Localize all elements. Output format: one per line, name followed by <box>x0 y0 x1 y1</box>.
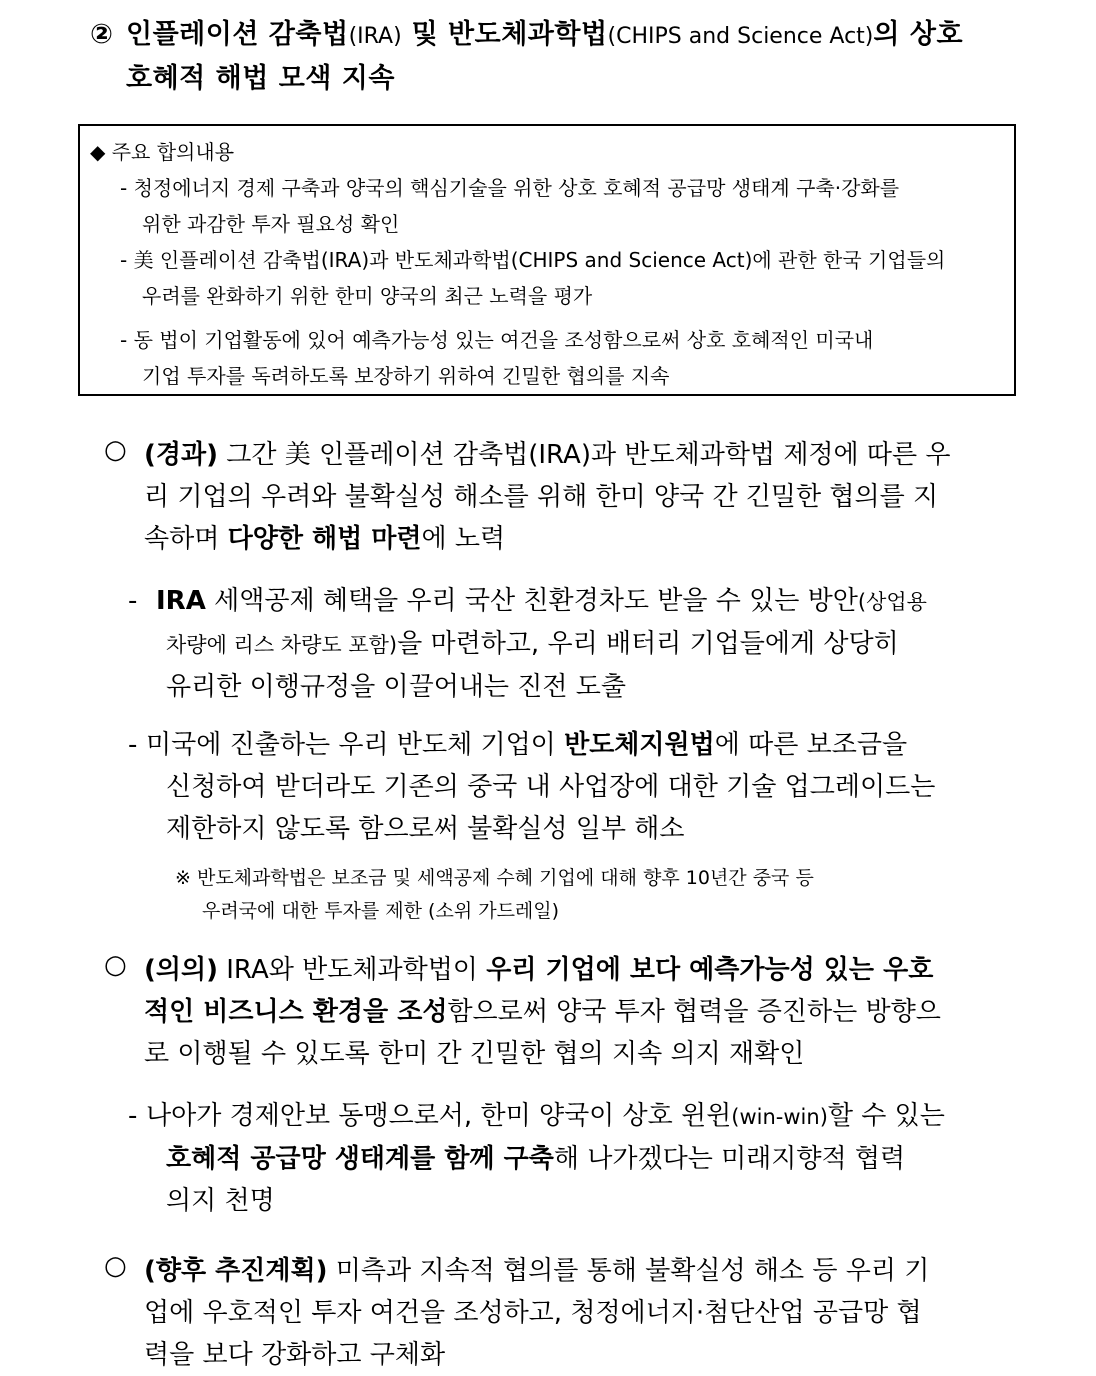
heading-number: ② <box>90 19 114 50</box>
dash-marker: - <box>128 730 138 760</box>
section-heading <box>90 14 1030 100</box>
box-item: - 동 법이 기업활동에 있어 예측가능성 있는 여건을 조성함으로써 상호 호혜적인 미국내 기업 투자를 독려하도록 보장하기 위하여 긴밀한 협의를 지속 <box>120 328 874 388</box>
bullet-circle: ○ <box>104 435 127 465</box>
bullet-circle: ○ <box>104 950 127 980</box>
box-item: - 美 인플레이션 감축법(IRA)과 반도체과학법(CHIPS and Science Act)에 관한 한국 기업들의 우려를 완화하기 위한 한미 양국의 최근 노력을 평가 <box>120 248 946 308</box>
significance-label: (의의) <box>144 955 218 985</box>
footnote: ※ 반도체과학법은 보조금 및 세액공제 수혜 기업에 대해 향후 10년간 중국 등 우려국에 대한 투자를 제한 (소위 가드레일) <box>175 867 814 922</box>
progress-paragraph: (경과) 그간 美 인플레이션 감축법(IRA)과 반도체과학법 제정에 따른 우 리 기업의 우려와 불확실성 해소를 위해 한미 양국 간 긴밀한 협의를 지 속하며 다양한 해법 마련에 노력 <box>144 440 951 554</box>
cooperation-subitem: 나아가 경제안보 동맹으로서, 한미 양국이 상호 윈윈(win-win)할 수 있는 호혜적 공급망 생태계를 함께 구축해 나가겠다는 미래지향적 협력 의지 천명 <box>146 1101 945 1216</box>
agreement-summary-box <box>78 124 1016 396</box>
box-item: - 청정에너지 경제 구축과 양국의 핵심기술을 위한 상호 호혜적 공급망 생태계 구축·강화를 위한 과감한 투자 필요성 확인 <box>120 176 900 236</box>
dash-marker: - <box>128 586 138 616</box>
heading-line-2: 호혜적 해법 모색 지속 <box>126 63 395 94</box>
progress-label: (경과) <box>144 440 218 470</box>
dash-marker: - <box>128 1101 138 1131</box>
future-plan-label: (향후 추진계획) <box>144 1256 328 1286</box>
semiconductor-subitem: 미국에 진출하는 우리 반도체 기업이 반도체지원법에 따른 보조금을 신청하여 받더라도 기존의 중국 내 사업장에 대한 기술 업그레이드는 제한하지 않도록 함으로써 불확실성 일부 해소 <box>146 730 936 844</box>
heading-line-1: ② 인플레이션 감축법(IRA) 및 반도체과학법(CHIPS and Science Act)의 상호 <box>90 14 1030 58</box>
ira-subitem: IRA 세액공제 혜택을 우리 국산 친환경차도 받을 수 있는 방안(상업용 차량에 리스 차량도 포함)을 마련하고, 우리 배터리 기업들에게 상당히 유리한 이행규정을 이끌어내는 진전 도출 <box>156 586 927 702</box>
future-plan-paragraph: (향후 추진계획) 미측과 지속적 협의를 통해 불확실성 해소 등 우리 기 업에 우호적인 투자 여건을 조성하고, 청정에너지·첨단산업 공급망 협 력을 보다 강화하고 구체화 <box>144 1256 930 1370</box>
bullet-circle: ○ <box>104 1251 127 1281</box>
significance-paragraph: (의의) IRA와 반도체과학법이 우리 기업에 보다 예측가능성 있는 우호 적인 비즈니스 환경을 조성함으로써 양국 투자 협력을 증진하는 방향으 로 이행될 수 있도록 한미 간 긴밀한 협의 지속 의지 재확인 <box>144 955 941 1069</box>
box-title: ◆ 주요 합의내용 <box>90 140 235 164</box>
